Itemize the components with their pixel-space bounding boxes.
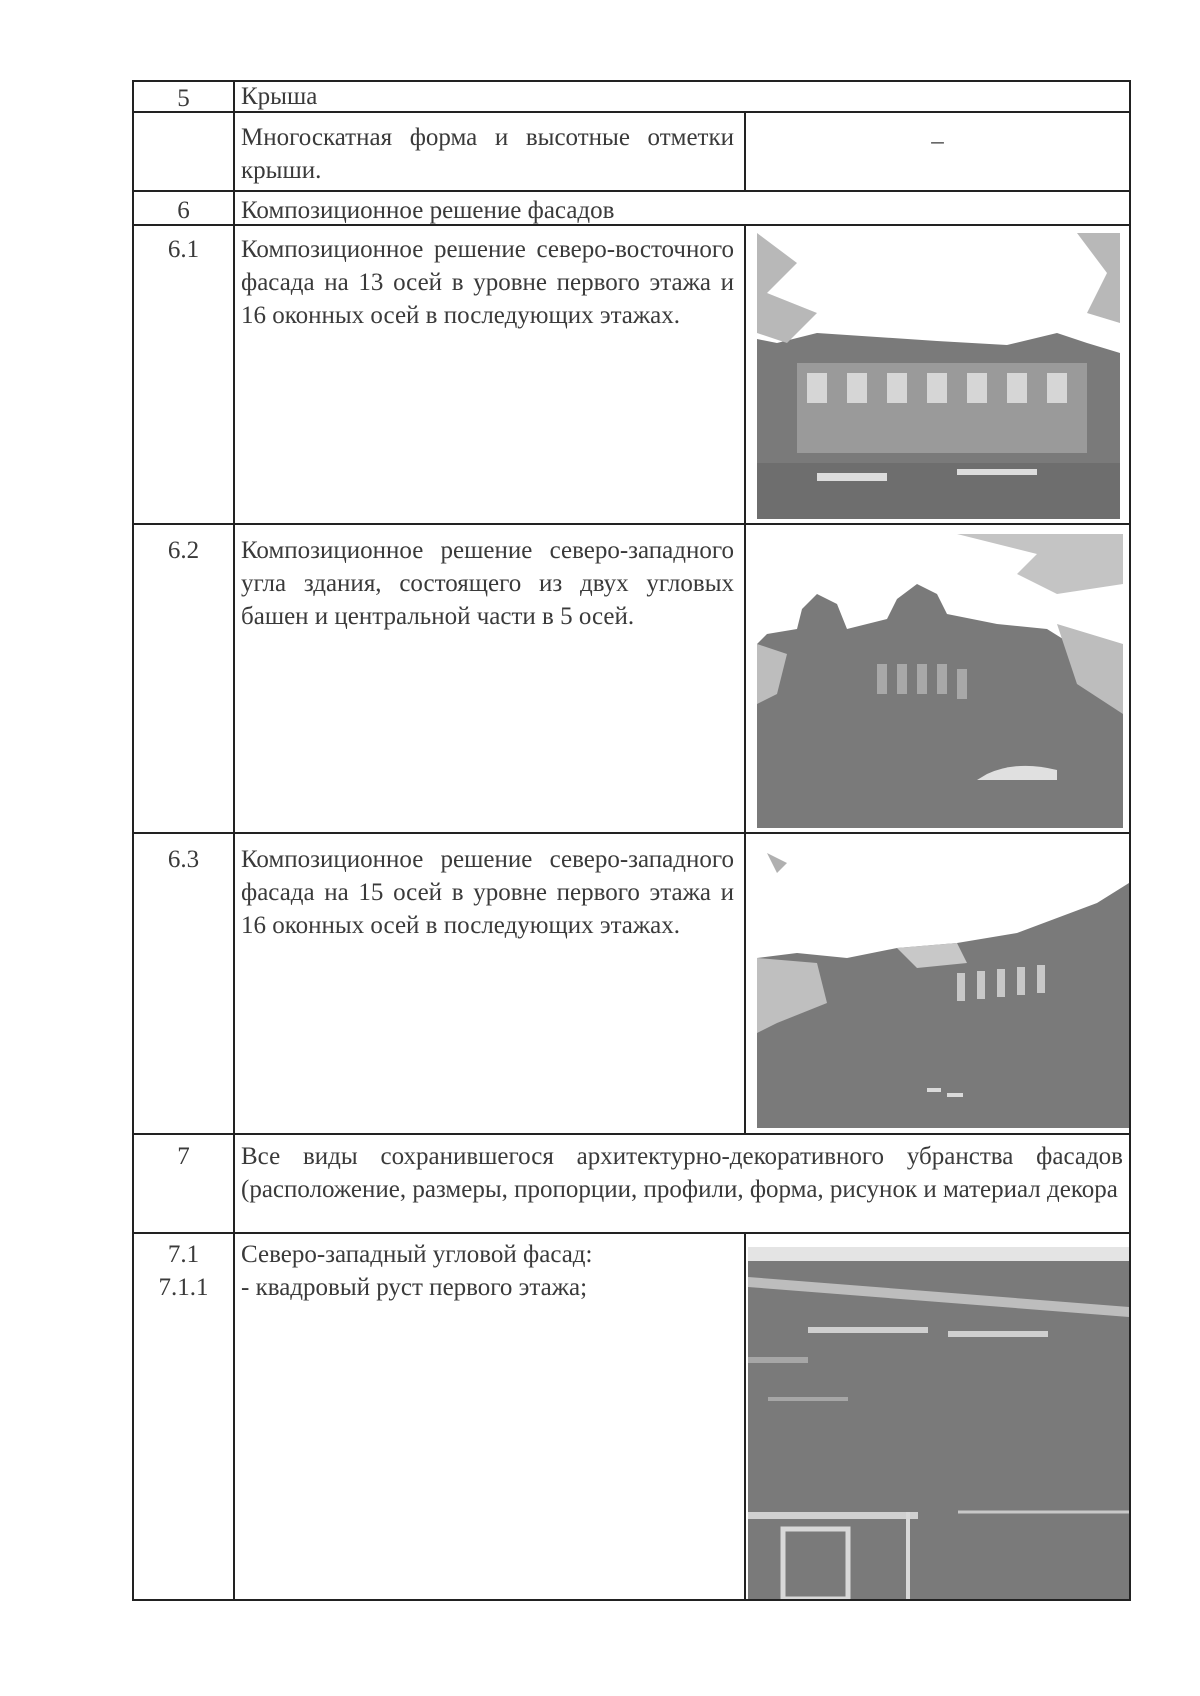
table-border	[132, 1599, 1131, 1601]
row-number-7-1-1: 7.1.1	[158, 1274, 209, 1301]
table-border	[132, 80, 134, 1601]
description-7-1-1: - квадровый руст первого этажа;	[241, 1274, 588, 1301]
table-border	[233, 80, 235, 1601]
facade-photo-6-2	[757, 534, 1123, 828]
description-7: Все виды сохранившегося архитектурно-декоративного убранства фасадов (расположение, размеры, пропорции, профили, форма, рисунок и материал декора	[241, 1143, 1123, 1203]
description-6-3: Композиционное решение северо-западного фасада на 15 осей в уровне первого этажа и 16 оконных осей в последующих этажах.	[241, 846, 734, 939]
table-border	[132, 832, 1131, 834]
building-photo-icon	[757, 534, 1123, 828]
facade-photo-6-3	[757, 843, 1129, 1128]
row-number-5: 5	[177, 85, 190, 112]
roof-value-dash: –	[931, 128, 944, 155]
row-number-6-1: 6.1	[167, 236, 200, 263]
row-number-7: 7	[177, 1143, 190, 1170]
table-border	[132, 1133, 1131, 1135]
roof-description: Многоскатная форма и высотные отметки крыши.	[241, 124, 734, 184]
building-photo-icon	[757, 233, 1120, 519]
table-border	[744, 1232, 746, 1601]
description-6-1: Композиционное решение северо-восточного фасада на 13 осей в уровне первого этажа и 16 оконных осей в последующих этажах.	[241, 236, 734, 329]
row-number-6: 6	[177, 197, 190, 224]
table-border	[132, 1232, 1131, 1234]
facade-photo-7-1	[748, 1247, 1129, 1599]
table-border	[744, 224, 746, 1135]
subsection-title-7-1: Северо-западный угловой фасад:	[241, 1241, 593, 1268]
building-photo-icon	[757, 843, 1129, 1128]
facade-photo-6-1	[757, 233, 1120, 519]
row-number-6-3: 6.3	[167, 846, 200, 873]
section-title-roof: Крыша	[241, 83, 318, 110]
building-photo-icon	[748, 1247, 1129, 1599]
table-border	[132, 523, 1131, 525]
row-number-7-1: 7.1	[167, 1241, 200, 1268]
table-border	[1129, 80, 1131, 1601]
description-6-2: Композиционное решение северо-западного угла здания, состоящего из двух угловых башен и центральной части в 5 осей.	[241, 537, 734, 630]
section-title-facades: Композиционное решение фасадов	[241, 197, 615, 224]
row-number-6-2: 6.2	[167, 537, 200, 564]
table-border	[132, 190, 1131, 192]
